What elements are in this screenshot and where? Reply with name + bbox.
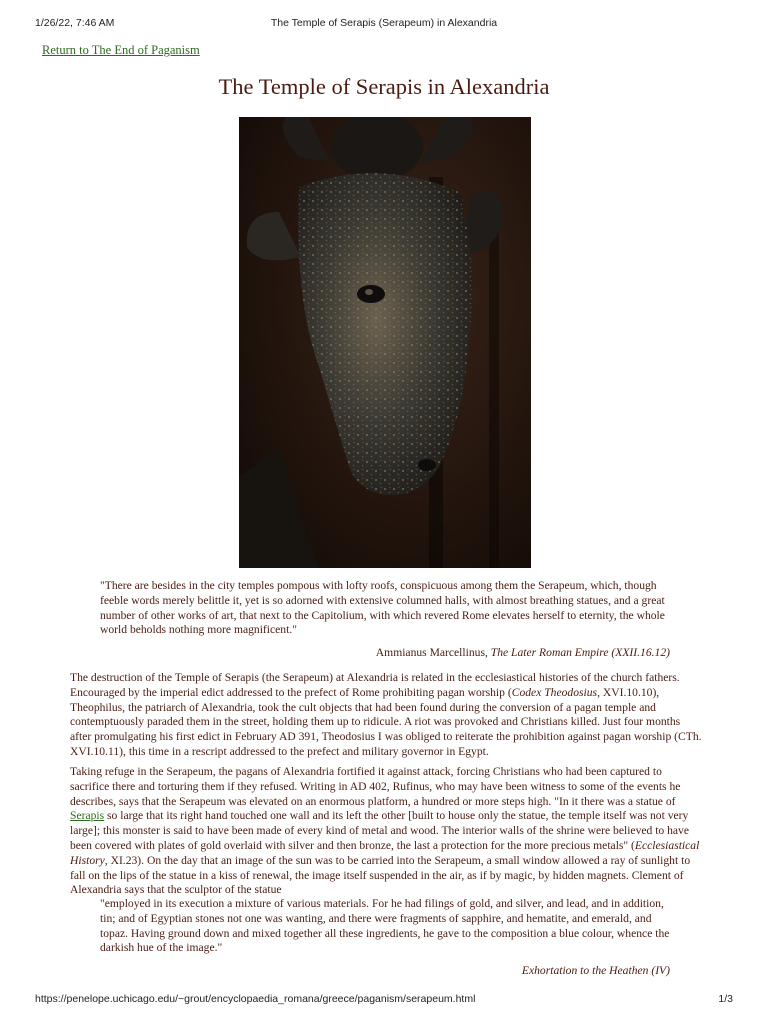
bull-head-statue-icon — [239, 117, 531, 568]
paragraph-text: , XVI.10.10), Theophilus, the patriarch of Alexandria, took the cult objects that had been found during the conversion of a pagan temple and contemptuously paraded them in the street, holding them up to ridicule. A riot was provoked and Christians killed. Just four months after promulgating his first edict in February AD 391, Theodosius I was obliged to reiterate the prohibition against pagan worship (CTh. XVI.10.11), this time in a rescript addressed to the prefect and military governor in Egypt. — [70, 685, 702, 758]
paragraph-text: Taking refuge in the Serapeum, the pagans of Alexandria fortified it against attack, forcing Christians who had been captured to sacrifice there and torturing them if they refused. Writing in AD 402, Rufinus, who may have been witness to some of the events he describes, says that the Serapeum was elevated on an enormous platform, a hundred or more steps high. "In it there was a statue of — [70, 765, 681, 808]
print-page-title: The Temple of Serapis (Serapeum) in Alexandria — [270, 17, 498, 29]
clement-quote-citation: Exhortation to the Heathen (IV) — [521, 964, 670, 977]
paragraph-refuge — [70, 765, 702, 898]
citation-work: The Later Roman Empire (XXII.16.12) — [490, 646, 670, 659]
clement-quote: "employed in its execution a mixture of various materials. For he had filings of gold, and silver, and lead, and in addition, tin; and of Egyptian stones not one was wanting, and there were fragments of sapphire, and hematite, and emerald, and topaz. Having ground down and mixed together all these ingredients, he gave to the composition a blue colour, whence the darkish hue of the image." — [100, 897, 670, 955]
return-link[interactable]: Return to The End of Paganism — [42, 43, 200, 57]
serapis-link[interactable]: Serapis — [70, 809, 105, 823]
opening-quote: "There are besides in the city temples pompous with lofty roofs, conspicuous among them the Serapeum, which, though feeble words merely belittle it, yet is so adorned with extensive columned halls, with almost breathing statues, and a great number of other works of art, that next to the Capitolium, with which revered Rome elevates herself to eternity, the whole world beholds nothing more magnificent." — [100, 579, 665, 637]
citation-author: Ammianus Marcellinus, — [375, 646, 491, 659]
paragraph-text: The destruction of the Temple of Serapis (the Serapeum) at Alexandria is related in the ecclesiastical histories of the church fathers. Encouraged by the imperial edict addressed to the prefect of Rome prohibiting pagan worship ( — [70, 671, 680, 699]
codex-title: Codex Theodosius — [511, 685, 598, 699]
paragraph-text: so large that its right hand touched one wall and its left the other [built to house only the statue, the temple itself was not very large]; this monster is said to have been made of every kind of metal and wood. The interior walls of the shrine were believed to have been covered with plates of gold overlaid with silver and then bronze, the last a protection for the more precious metals" ( — [70, 809, 690, 852]
paragraph-text: , XI.23). On the day that an image of the sun was to be carried into the Serapeum, a small window allowed a ray of sunlight to fall on the lips of the statue in a kiss of renewal, the image itself suspended in the air, as if by magic, by hidden magnets. Clement of Alexandria says that the sculptor of the statue — [70, 853, 691, 897]
page-title: The Temple of Serapis in Alexandria — [218, 74, 550, 99]
print-footer — [0, 993, 768, 1007]
print-datetime: 1/26/22, 7:46 AM — [35, 17, 115, 29]
print-url: https://penelope.uchicago.edu/~grout/encyclopaedia_romana/greece/paganism/serapeum.html — [35, 993, 476, 1005]
paragraph-destruction — [70, 671, 702, 760]
print-page-number: 1/3 — [718, 993, 733, 1005]
opening-quote-citation — [100, 646, 670, 660]
bull-head-photo — [239, 117, 531, 568]
print-header — [0, 17, 768, 31]
ecclesiastical-history-title: Ecclesiastical History — [70, 838, 700, 867]
